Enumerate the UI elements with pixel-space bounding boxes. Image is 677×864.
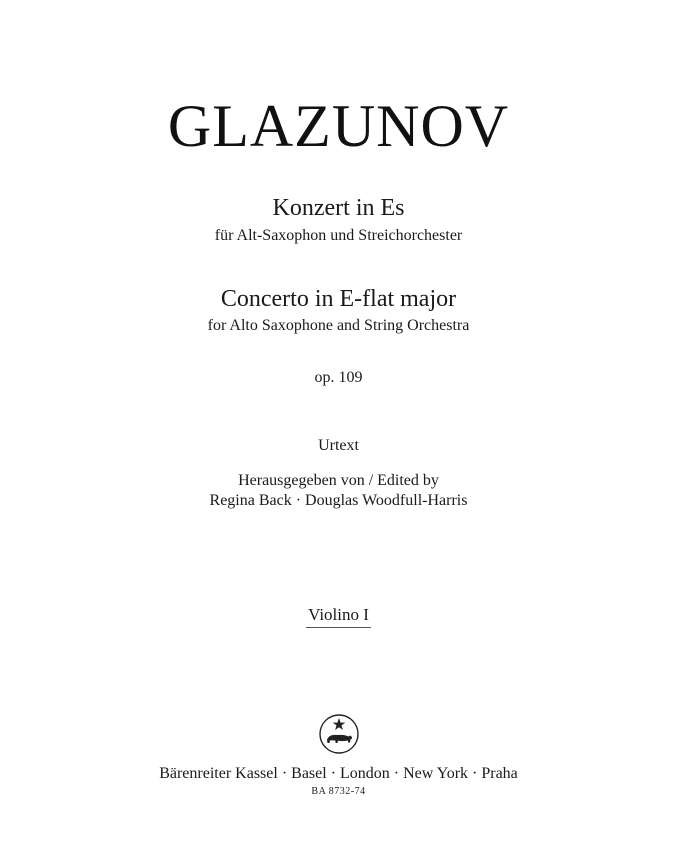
edition-type: Urtext [318, 437, 359, 454]
edited-by-label: Herausgegeben von / Edited by [238, 472, 439, 489]
baerenreiter-bear-logo-icon [319, 712, 359, 756]
editor-names: Regina Back · Douglas Woodfull-Harris [209, 492, 468, 509]
catalog-number: BA 8732-74 [311, 786, 366, 797]
part-name-wrapper [0, 605, 677, 628]
publisher-line: Bärenreiter Kassel · Basel · London · New York · Praha [159, 765, 518, 782]
part-name: Violino I [306, 605, 371, 628]
title-english: Concerto in E-flat major [220, 286, 457, 312]
subtitle-english: for Alto Saxophone and String Orchestra [207, 317, 470, 334]
title-german: Konzert in Es [272, 195, 405, 221]
subtitle-german: für Alt-Saxophon und Streichorchester [214, 227, 463, 244]
opus-number: op. 109 [314, 369, 363, 386]
composer-name: GLAZUNOV [167, 93, 510, 159]
